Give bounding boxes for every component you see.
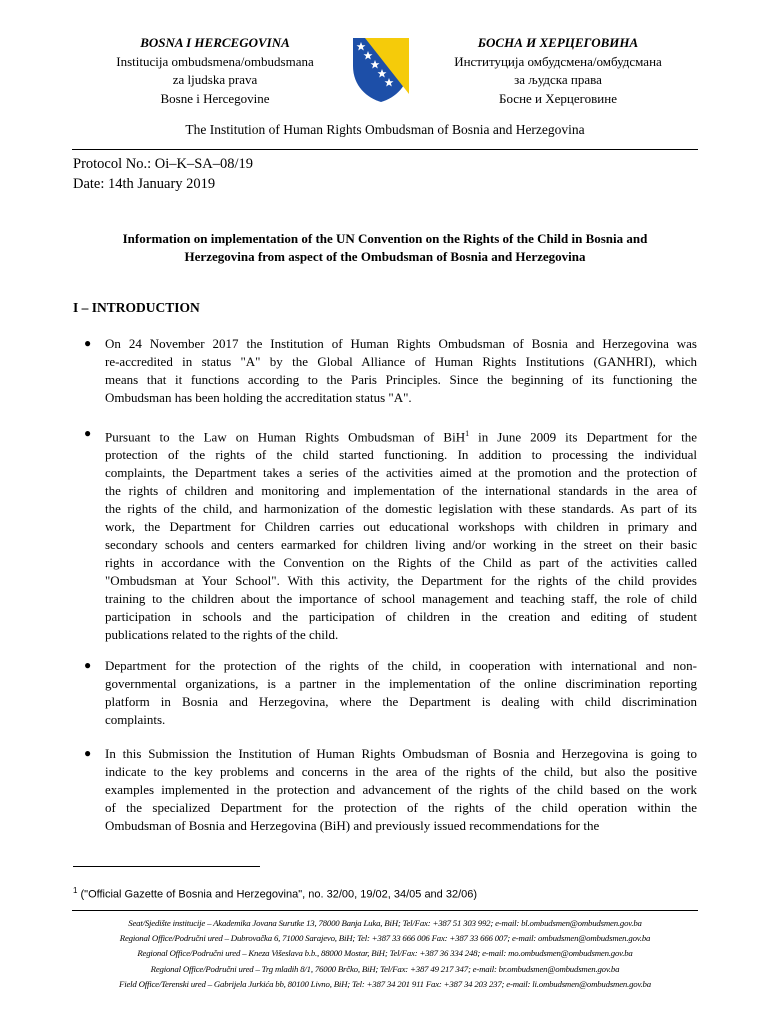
bullet-dot-icon: ● (84, 658, 92, 672)
paragraph-line: rights in accordance with the Convention on the Rights of the Child as part of the activities called (105, 555, 697, 571)
bullet-dot-icon: ● (84, 746, 92, 760)
paragraph-line: secondary schools and centers earmarked for children living and/or working in the street on their basic (105, 537, 697, 553)
paragraph-line: participation in schools and the participation of children in the creation and editing of student (105, 609, 697, 625)
paragraph-4 (105, 745, 697, 835)
header-right-line3: Босне и Херцеговине (499, 90, 617, 106)
document-title-line1: Information on implementation of the UN Convention on the Rights of the Child in Bosnia and (122, 231, 648, 246)
footer-line: Regional Office/Područni ured – Dubrovačka 6, 71000 Sarajevo, BiH; Tel: +387 33 666 006 Fax: +387 33 666 007; e-mail: ombudsmen@ombudsmen.gov.ba (119, 933, 651, 944)
paragraph-3 (105, 657, 697, 729)
paragraph-line: platform in Bosnia and Herzegovina, where the Department is dealing with child discrimination (105, 694, 697, 709)
footnote-ref[interactable]: 1 (465, 429, 470, 438)
header-divider (72, 149, 698, 150)
header-left-line2: za ljudska prava (172, 72, 258, 87)
paragraph-line (105, 425, 697, 446)
header-left-line1: Institucija ombudsmena/ombudsmana (116, 53, 314, 69)
footer-line: Seat/Sjedište institucije – Akademika Jovana Surutke 13, 78000 Banja Luka, BiH; Tel/Fax: +387 51 303 992; e-mail: bl.ombudsmen@ombudsmen.gov.ba (128, 918, 642, 928)
footer-divider (72, 910, 698, 911)
paragraph-2 (105, 425, 697, 644)
header-left-block (80, 34, 350, 108)
header-left-title: BOSNA I HERCEGOVINA (140, 35, 290, 50)
paragraph-line: Ombudsman has been holding the accreditation status "A". (105, 390, 412, 405)
paragraph-line: re-accredited in status "A" by the Global Alliance of Human Rights Institutions (GANHRI), which (105, 354, 697, 369)
footnote-divider (73, 866, 260, 867)
bullet-dot-icon: ● (84, 336, 92, 350)
paragraph-line: the rights of children and monitoring and implementation of the international standards in the area of (105, 483, 697, 499)
document-title (80, 230, 690, 266)
paragraph-line-start: Pursuant to the Law on Human Rights Ombudsman of BiH (105, 429, 466, 445)
header-left-line3: Bosne i Hercegovine (160, 90, 270, 106)
paragraph-line: examples implemented in the protection and advancement of the rights of the child based on the work (105, 782, 697, 797)
coat-of-arms-icon (351, 36, 411, 104)
header-right-title: БОСНА И ХЕРЦЕГОВИНА (477, 35, 639, 50)
footer-line: Field Office/Terenski ured – Gabrijela Jurkića bb, 80100 Livno, BiH; Tel: +387 34 201 911 Fax: +387 34 203 237; e-mail: li.ombudsmen@ombudsmen.gov.ba (119, 978, 651, 989)
paragraph-line: means that it functions according to the Paris Principles. Since the beginning of its functioning the (105, 372, 697, 387)
paragraph-line: training to the children about the importance of school management and teaching staff, the role of child (105, 591, 697, 607)
paragraph-line: "Ombudsman at Your School". With this activity, the Department for the rights of the child provides (105, 573, 697, 589)
header-right-line1: Институција омбудсмена/омбудсмана (454, 53, 662, 69)
paragraph-line: On 24 November 2017 the Institution of Human Rights Ombudsman of Bosnia and Herzegovina was (105, 336, 697, 351)
institution-english-name: The Institution of Human Rights Ombudsman of Bosnia and Herzegovina (185, 122, 585, 137)
paragraph-line: work, the Department for Children carries out educational workshops with children in primary and (105, 519, 697, 535)
footnote (73, 886, 477, 901)
paragraph-line: indicate to the key problems and concerns in the area of the rights of the child, but also the positive (105, 764, 697, 779)
paragraph-line: In this Submission the Institution of Human Rights Ombudsman of Bosnia and Herzegovina is going to (105, 746, 697, 761)
bullet-dot-icon: ● (84, 426, 92, 440)
paragraph-line: of the specialized Department for the protection of the rights of the child operation within the (105, 800, 697, 815)
document-title-line2: Herzegovina from aspect of the Ombudsman of Bosnia and Herzegovina (184, 249, 586, 264)
footer-addresses (40, 916, 730, 992)
protocol-block (73, 155, 253, 194)
header-right-block (423, 34, 693, 108)
footer-line: Regional Office/Područni ured – Kneza Višeslava b.b., 88000 Mostar, BiH; Tel/Fax: +387 36 334 248; e-mail: mo.ombudsmen@ombudsmen.gov.ba (137, 948, 633, 959)
section-heading: I – INTRODUCTION (73, 300, 200, 315)
paragraph-line: complaints, the Department takes a series of the activities aimed at the promotion and the protection of (105, 465, 697, 481)
footnote-text: ("Official Gazette of Bosnia and Herzegovina", no. 32/00, 19/02, 34/05 and 32/06) (77, 888, 478, 901)
paragraph-line: the rights of the child, and harmonization of the domestic legislation with these standards. As part of its (105, 501, 697, 517)
paragraph-line: protection of the rights of the child started functioning. In addition to processing the individual (105, 447, 697, 463)
paragraph-line: Department for the protection of the rights of the child, in cooperation with international and non- (105, 658, 697, 673)
footnote-number: 1 (73, 886, 78, 895)
paragraph-line: publications related to the rights of the child. (105, 627, 339, 643)
paragraph-line: governmental organizations, is a partner in the implementation of the online discrimination reporting (105, 676, 697, 691)
paragraph-line: Ombudsman of Bosnia and Herzegovina (BiH) and previously issued recommendations for the (105, 818, 600, 833)
protocol-date: Date: 14th January 2019 (73, 175, 216, 192)
paragraph-line-end: in June 2009 its Department for the (469, 429, 697, 445)
paragraph-line: complaints. (105, 712, 166, 727)
paragraph-1 (105, 335, 697, 407)
footer-line: Regional Office/Područni ured – Trg mladih 8/1, 76000 Brčko, BiH; Tel/Fax: +387 49 217 347; e-mail: br.ombudsmen@ombudsmen.gov.ba (150, 963, 620, 974)
header-right-line2: за људска права (514, 72, 602, 87)
protocol-number: Protocol No.: Oi–K–SA–08/19 (73, 156, 254, 172)
